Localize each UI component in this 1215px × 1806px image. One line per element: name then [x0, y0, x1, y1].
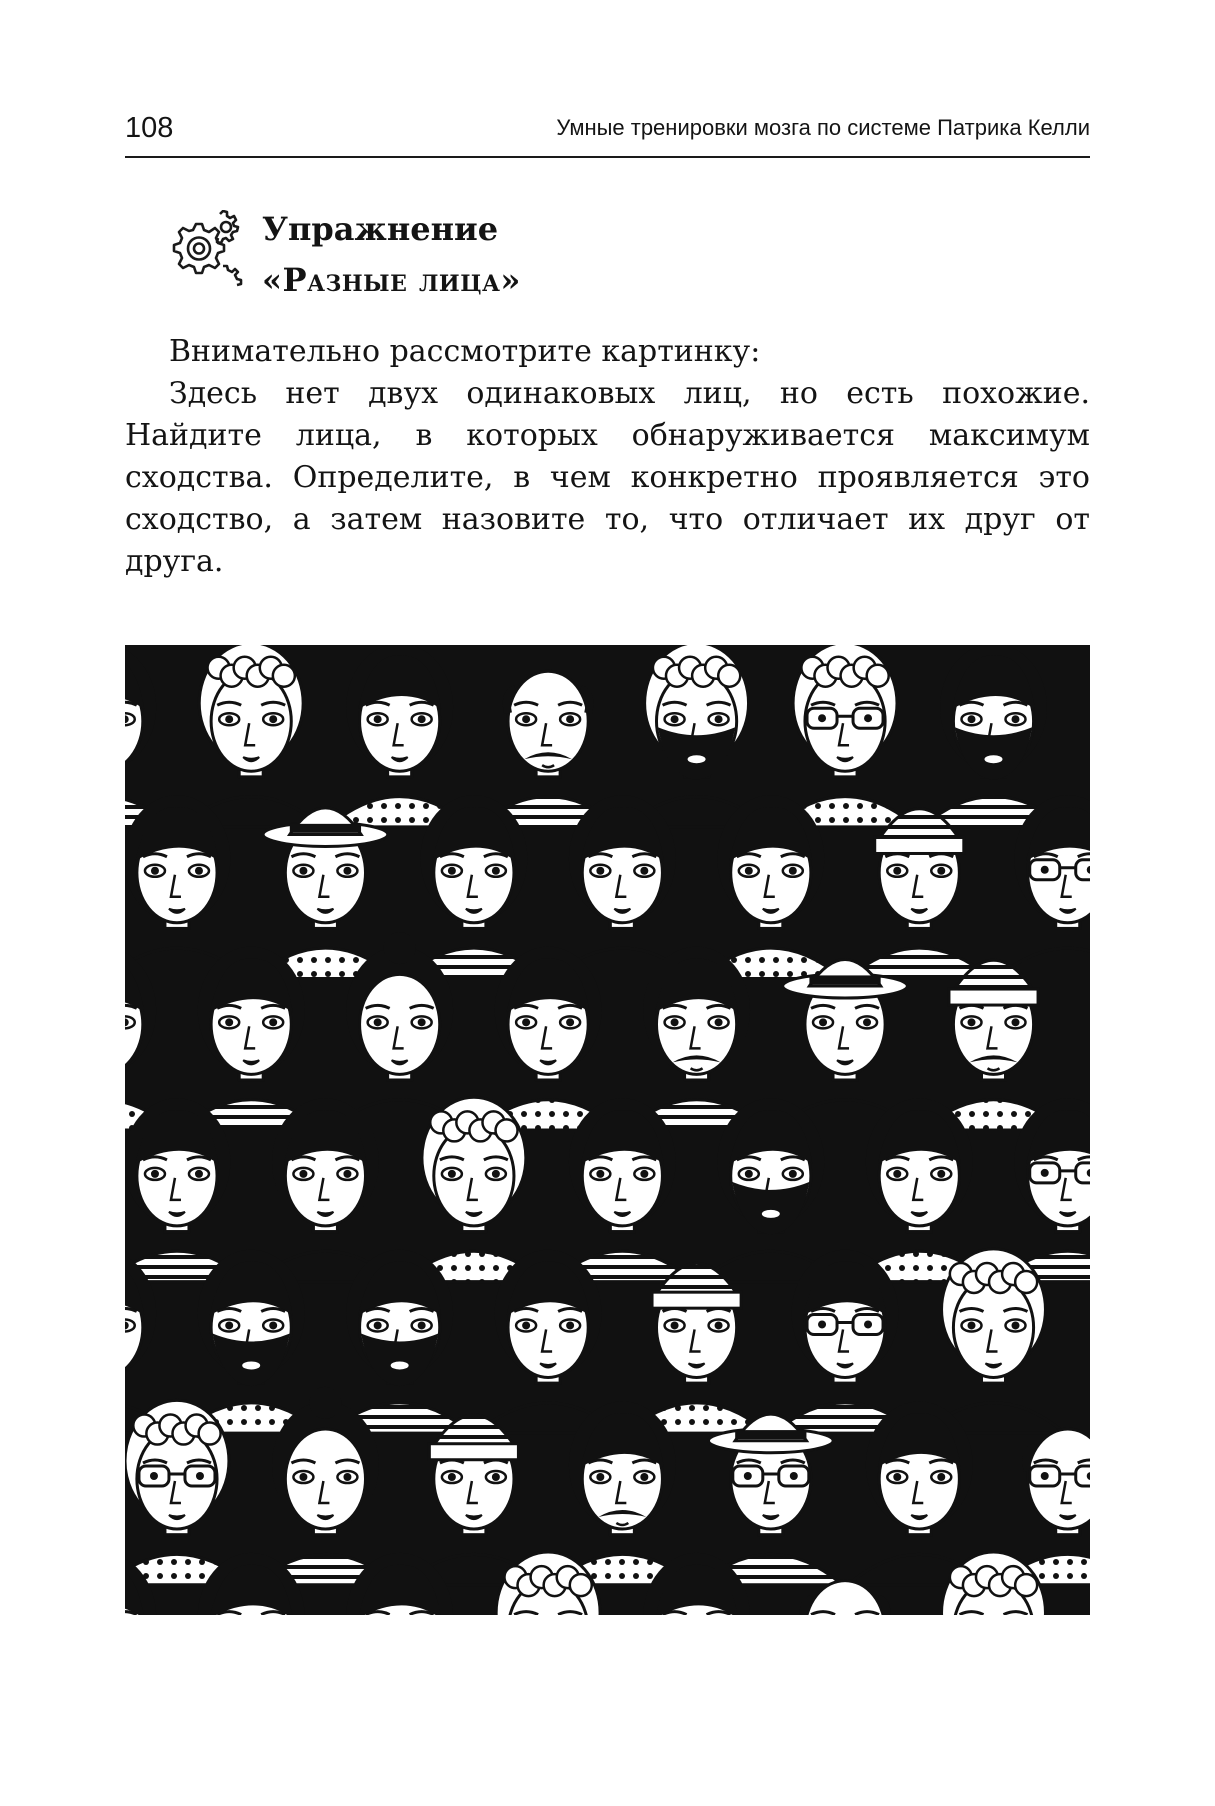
header-divider — [125, 156, 1090, 158]
exercise-title — [262, 204, 521, 306]
exercise-instructions — [125, 331, 1090, 583]
gears-icon — [165, 210, 245, 290]
faces-drawing — [125, 645, 1090, 1615]
page-number: 108 — [125, 112, 174, 144]
running-title: Умные тренировки мозга по системе Патрика Келли — [556, 115, 1090, 140]
exercise-title-line1: Упражнение — [262, 210, 499, 248]
instruction-paragraph-1: Внимательно рассмотрите картинку: — [169, 334, 761, 369]
page-header — [125, 108, 1090, 156]
exercise-title-line2: «Разные лица» — [262, 261, 521, 299]
crowd-of-faces-illustration — [125, 645, 1090, 1615]
instruction-paragraph-2: Здесь нет двух одинаковых лиц, но есть похожие. Найдите лица, в которых обнаруживается максимум сходства. Определите, в чем конкретно проявляется это сходство, а затем назовите то, что отличает их друг от друга. — [125, 376, 1090, 579]
